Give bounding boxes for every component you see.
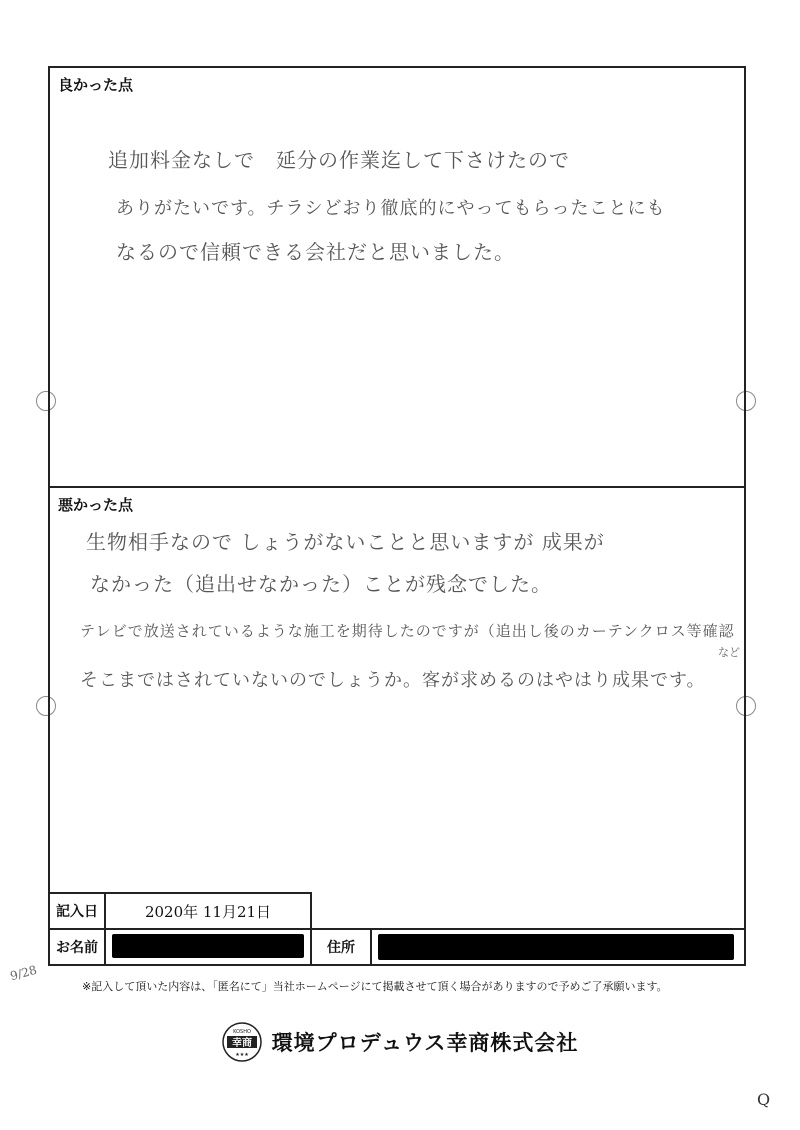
- bad-line: なかった（追出せなかった）ことが残念でした。: [90, 572, 552, 596]
- good-points-label: 良かった点: [58, 76, 134, 94]
- survey-form-frame: [48, 66, 746, 966]
- address-field: [372, 930, 744, 964]
- good-line: ありがたいです。チラシどおり徹底的にやってもらったことにも: [116, 198, 666, 219]
- date-label: 記入日: [50, 894, 106, 928]
- bad-line: 生物相手なので しょうがないことと思いますが 成果が: [86, 530, 605, 554]
- logo-stars: ★★★: [234, 1052, 249, 1058]
- name-field: [106, 930, 312, 964]
- bad-points-label: 悪かった点: [58, 496, 134, 514]
- name-redaction: [112, 934, 304, 958]
- company-name: 環境プロデュウス幸商株式会社: [271, 1031, 579, 1055]
- company-logo-icon: [222, 1022, 262, 1062]
- name-address-row: [50, 928, 744, 964]
- good-line: 追加料金なしで 延分の作業迄して下さけたので: [108, 148, 570, 172]
- address-label: 住所: [312, 930, 372, 964]
- section-divider: [50, 486, 744, 488]
- good-line: なるので信頼できる会社だと思いました。: [116, 240, 515, 264]
- footer: [0, 1022, 800, 1062]
- logo-top-text: KOSHO: [232, 1029, 251, 1035]
- bad-line: テレビで放送されているような施工を期待したのですが（追出し後のカーテンクロス等確認: [80, 622, 735, 640]
- page-mark: Q: [757, 1090, 771, 1109]
- date-value: 2020年 11月21日: [106, 894, 312, 928]
- logo-text: 幸商: [231, 1038, 252, 1049]
- address-redaction: [378, 934, 734, 960]
- bad-line: そこまではされていないのでしょうか。客が求めるのはやはり成果です。: [80, 670, 706, 691]
- date-row: [50, 892, 312, 928]
- publication-notice: ※記入して頂いた内容は、「匿名にて」当社ホームページにて掲載させて頂く場合がありますので予めご了承願います。: [82, 980, 668, 993]
- bad-side-note: など: [718, 646, 740, 659]
- name-label: お名前: [50, 930, 106, 964]
- margin-note: 9/28: [8, 962, 39, 984]
